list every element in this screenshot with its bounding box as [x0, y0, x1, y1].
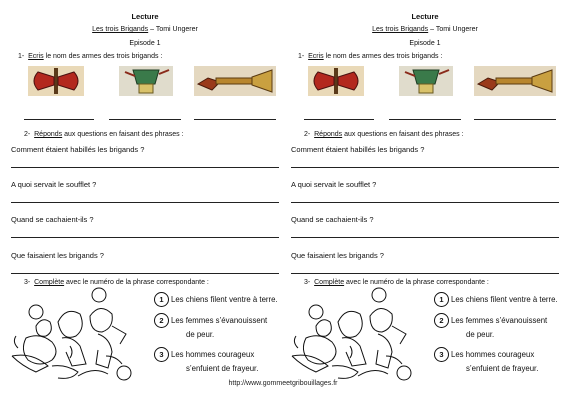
answer-line-weapon-1[interactable]	[24, 119, 94, 120]
question-3-text: avec le numéro de la phrase correspondante :	[64, 279, 209, 286]
question-1-text: le nom des armes des trois brigands :	[43, 53, 163, 60]
question-1-verb: Ecris	[28, 53, 44, 60]
question-2-item: Que faisaient les brigands ?	[291, 251, 384, 260]
book-title-line	[286, 26, 564, 33]
question-3-verb: Complète	[34, 279, 65, 286]
answer-line[interactable]	[11, 273, 279, 274]
worksheet-left	[6, 0, 284, 400]
phrase-number-badge: 2	[434, 313, 449, 328]
book-title: Les trois Brigands	[372, 26, 429, 33]
question-2-item: Quand se cachaient-ils ?	[11, 215, 94, 224]
pepper-sprayer-drawing	[399, 66, 453, 96]
question-1-number: 1-	[18, 53, 25, 60]
question-2-item: Comment étaient habillés les brigands ?	[11, 145, 145, 154]
phrase-text-continued: de peur.	[186, 330, 215, 339]
book-author: – Tomi Ungerer	[428, 26, 478, 33]
answer-line[interactable]	[11, 202, 279, 203]
question-3	[24, 279, 209, 286]
question-2-item: Comment étaient habillés les brigands ?	[291, 145, 425, 154]
phrase-text: Les femmes s’évanouissent	[171, 316, 268, 325]
question-1	[18, 53, 162, 60]
answer-line[interactable]	[291, 202, 559, 203]
axe-drawing	[308, 66, 364, 96]
question-1-verb: Ecris	[308, 53, 324, 60]
question-2-item: Que faisaient les brigands ?	[11, 251, 104, 260]
question-2	[24, 131, 184, 138]
question-2	[304, 131, 464, 138]
episode-label: Episode 1	[129, 40, 161, 47]
answer-line[interactable]	[11, 167, 279, 168]
answer-line-weapon-3[interactable]	[474, 119, 556, 120]
question-2-number: 2-	[304, 131, 311, 138]
question-2-item: A quoi servait le soufflet ?	[291, 180, 377, 189]
question-1-text: le nom des armes des trois brigands :	[323, 53, 443, 60]
question-2-text: aux questions en faisant des phrases :	[62, 131, 184, 138]
answer-line[interactable]	[291, 167, 559, 168]
phrase-number-badge: 1	[434, 292, 449, 307]
question-3	[304, 279, 489, 286]
phrase-text-continued: s’enfuient de frayeur.	[466, 364, 539, 373]
question-3-number: 3-	[24, 279, 31, 286]
phrase-text: Les chiens filent ventre à terre.	[451, 295, 558, 304]
question-2-text: aux questions en faisant des phrases :	[342, 131, 464, 138]
phrase-number-badge: 2	[154, 313, 169, 328]
question-2-verb: Réponds	[314, 131, 343, 138]
question-1	[298, 53, 442, 60]
axe-drawing	[28, 66, 84, 96]
phrase-number-badge: 3	[434, 347, 449, 362]
fleeing-crowd-drawing	[286, 286, 436, 382]
footer-url[interactable]: http://www.gommeetgribouillages.fr	[228, 380, 338, 387]
question-2-verb: Réponds	[34, 131, 63, 138]
answer-line[interactable]	[11, 237, 279, 238]
answer-line-weapon-2[interactable]	[389, 119, 461, 120]
phrase-text-continued: s’enfuient de frayeur.	[186, 364, 259, 373]
phrase-text-continued: de peur.	[466, 330, 495, 339]
question-1-number: 1-	[298, 53, 305, 60]
blunderbuss-drawing	[194, 66, 276, 96]
fleeing-crowd-drawing	[6, 286, 156, 382]
question-3-verb: Complète	[314, 279, 345, 286]
answer-line[interactable]	[291, 273, 559, 274]
phrase-text: Les hommes courageux	[171, 350, 255, 359]
phrase-text: Les femmes s’évanouissent	[451, 316, 548, 325]
book-author: – Tomi Ungerer	[148, 26, 198, 33]
question-3-number: 3-	[304, 279, 311, 286]
question-3-text: avec le numéro de la phrase correspondante :	[344, 279, 489, 286]
episode-label: Episode 1	[409, 40, 441, 47]
answer-line-weapon-3[interactable]	[194, 119, 276, 120]
answer-line-weapon-1[interactable]	[304, 119, 374, 120]
question-2-item: A quoi servait le soufflet ?	[11, 180, 97, 189]
phrase-number-badge: 3	[154, 347, 169, 362]
phrase-number-badge: 1	[154, 292, 169, 307]
question-2-number: 2-	[24, 131, 31, 138]
pepper-sprayer-drawing	[119, 66, 173, 96]
worksheet-title: Lecture	[131, 12, 159, 21]
worksheet-right	[286, 0, 564, 400]
question-2-item: Quand se cachaient-ils ?	[291, 215, 374, 224]
answer-line-weapon-2[interactable]	[109, 119, 181, 120]
answer-line[interactable]	[291, 237, 559, 238]
book-title-line	[6, 26, 284, 33]
worksheet-title: Lecture	[411, 12, 439, 21]
blunderbuss-drawing	[474, 66, 556, 96]
book-title: Les trois Brigands	[92, 26, 149, 33]
phrase-text: Les chiens filent ventre à terre.	[171, 295, 278, 304]
phrase-text: Les hommes courageux	[451, 350, 535, 359]
